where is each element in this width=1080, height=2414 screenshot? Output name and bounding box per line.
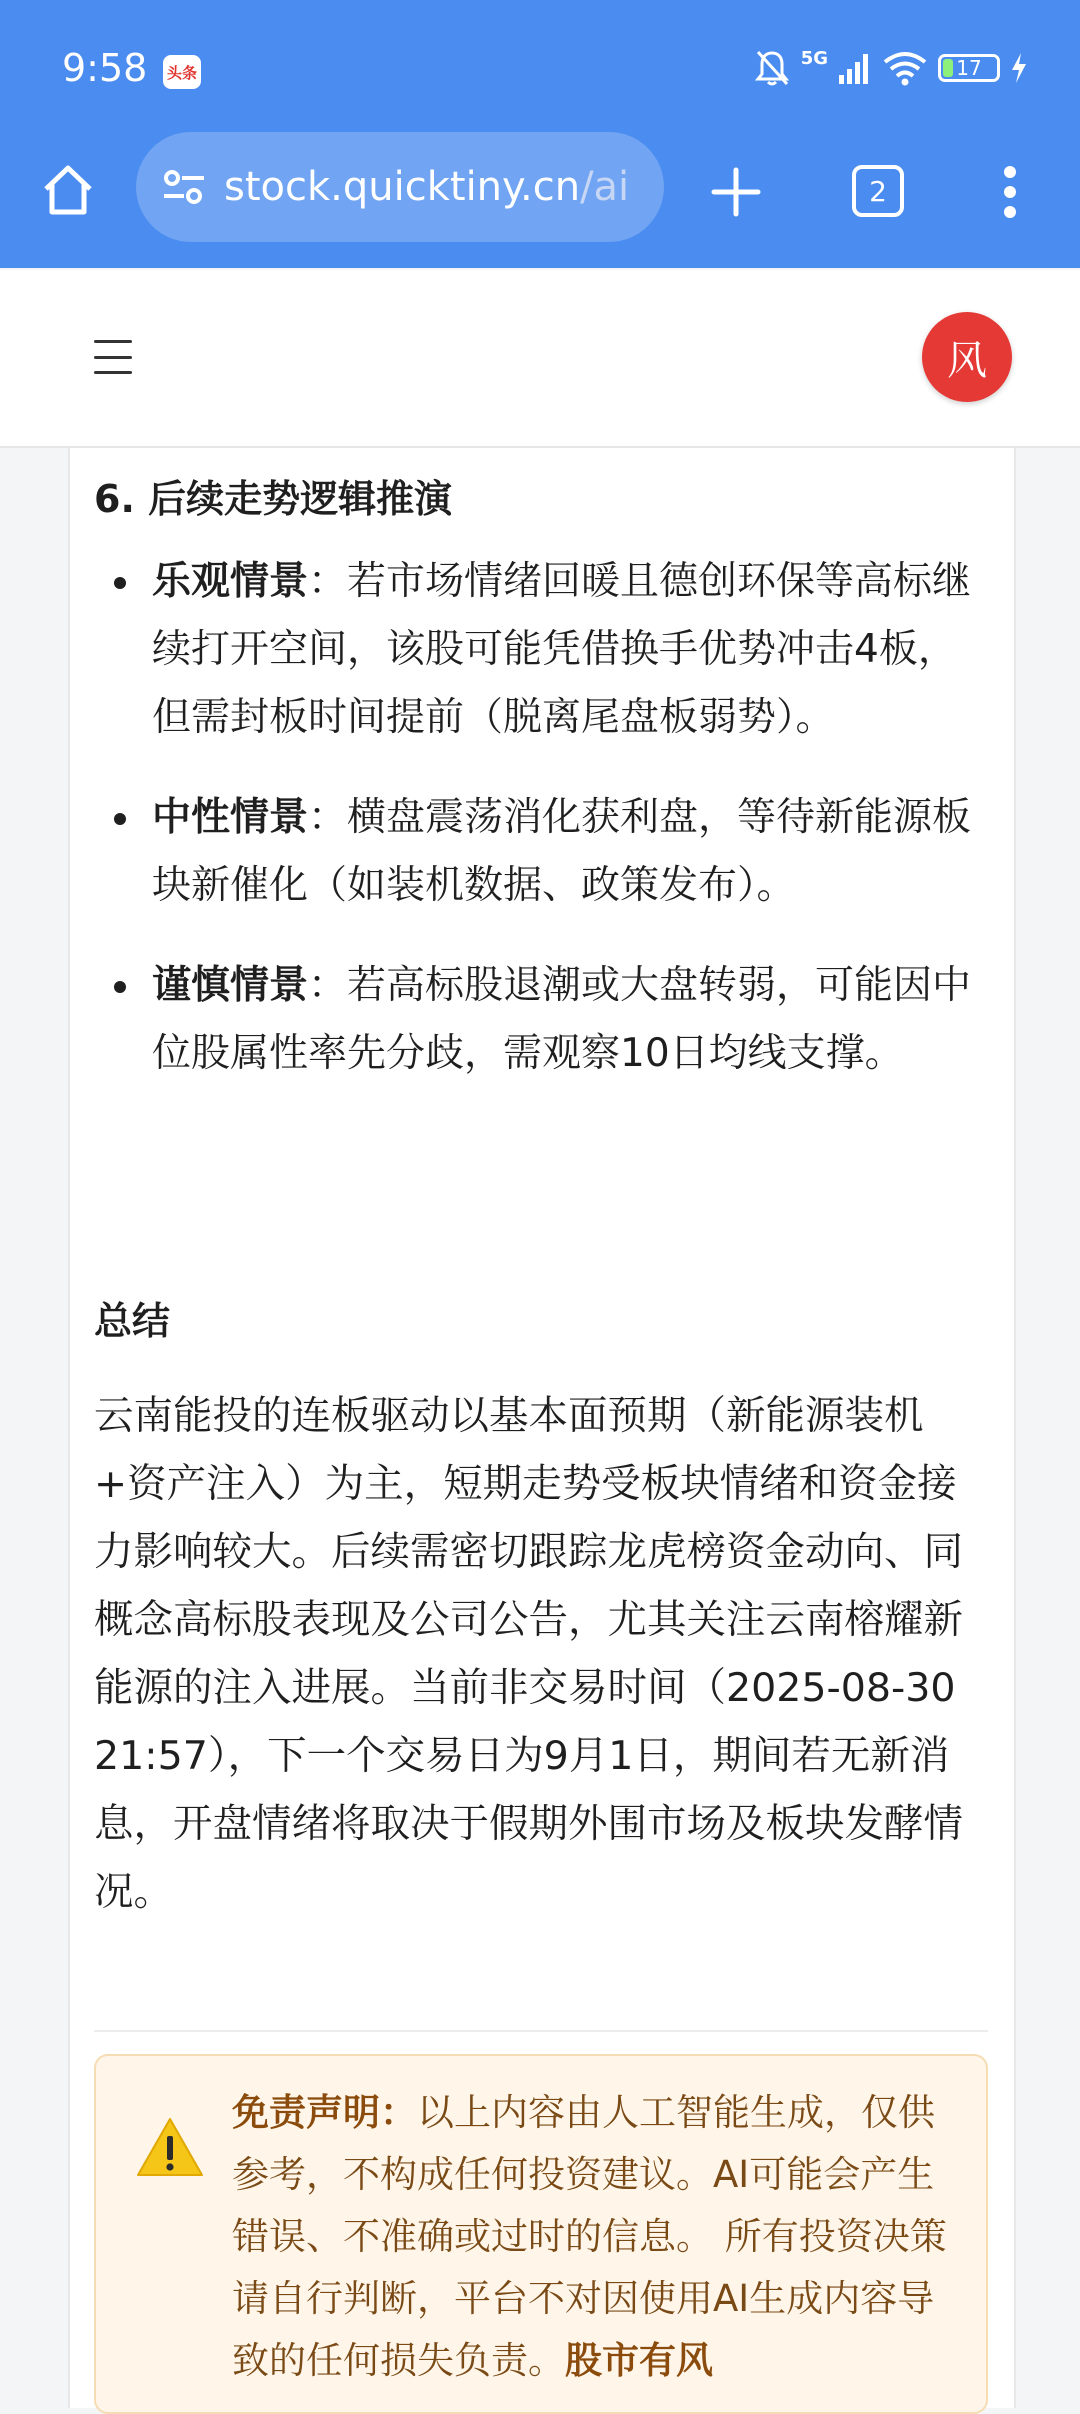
signal-icon [838, 51, 872, 85]
scenario-text: ：横盘震荡消化获利盘，等待新能源板块新催化（如装机数据、政策发布）。 [152, 795, 972, 908]
battery-level: 17 [956, 56, 982, 80]
user-avatar[interactable]: 风 [922, 312, 1012, 402]
scenario-label: 中性情景 [152, 795, 309, 840]
scenario-label: 谨慎情景 [152, 963, 309, 1008]
network-type: 5G [800, 47, 828, 69]
disclaimer-label: 免责声明： [232, 2091, 417, 2134]
url-text[interactable] [224, 164, 629, 210]
new-tab-button[interactable] [704, 160, 768, 224]
tab-switcher-button[interactable]: 2 [852, 165, 904, 217]
list-item [94, 952, 982, 1088]
charging-icon [1010, 52, 1028, 84]
divider [94, 2030, 988, 2032]
hamburger-menu-icon[interactable] [94, 340, 132, 374]
wifi-icon [882, 50, 928, 86]
disclaimer-text [232, 2082, 952, 2392]
url-path: /ai [580, 164, 630, 210]
warning-icon [136, 2116, 204, 2178]
more-menu-button[interactable] [990, 160, 1030, 224]
battery-indicator [938, 54, 1000, 82]
url-host: stock.quicktiny.cn [224, 164, 581, 210]
address-bar[interactable] [136, 132, 664, 242]
home-icon [40, 163, 96, 217]
status-bar [0, 0, 1080, 130]
disclaimer-tail: 股市有风 [565, 2339, 713, 2382]
section-title: 6. 后续走势逻辑推演 [94, 477, 453, 521]
list-item [94, 548, 982, 752]
scenario-text: ：若高标股退潮或大盘转弱，可能因中位股属性率先分歧，需观察10日均线支撑。 [152, 963, 972, 1076]
status-icons [753, 46, 1028, 90]
home-button[interactable] [36, 158, 100, 222]
browser-toolbar [0, 130, 1080, 268]
browser-chrome [0, 0, 1080, 268]
summary-heading: 总结 [94, 1299, 171, 1343]
mute-icon [753, 48, 791, 88]
site-header [0, 270, 1080, 448]
plus-icon [711, 167, 761, 217]
status-time: 9:58 [62, 46, 148, 90]
news-app-icon: 头条 [163, 55, 201, 89]
site-settings-icon[interactable] [156, 159, 212, 215]
scenario-list [94, 548, 994, 1120]
scenario-label: 乐观情景 [152, 559, 309, 604]
scenario-text: ：若市场情绪回暖且德创环保等高标继续打开空间，该股可能凭借换手优势冲击4板，但需封板时间提前（脱离尾盘板弱势）。 [152, 559, 972, 740]
list-item [94, 784, 982, 920]
disclaimer-box [94, 2054, 988, 2414]
disclaimer-body: 以上内容由人工智能生成，仅供参考，不构成任何投资建议。AI可能会产生错误、不准确或过时的信息。 所有投资决策请自行判断，平台不对因使用AI生成内容导致的任何损失负责。 [232, 2091, 947, 2382]
summary-paragraph: 云南能投的连板驱动以基本面预期（新能源装机+资产注入）为主，短期走势受板块情绪和资金接力影响较大。后续需密切跟踪龙虎榜资金动向、同概念高标股表现及公司公告，尤其关注云南榕耀新能源的注入进展。当前非交易时间（2025-08-30 21:57），下一个交易日为9月1日，期间若无新消息，开盘情绪将取决于假期外围市场及板块发酵情况。 [94, 1393, 963, 1915]
